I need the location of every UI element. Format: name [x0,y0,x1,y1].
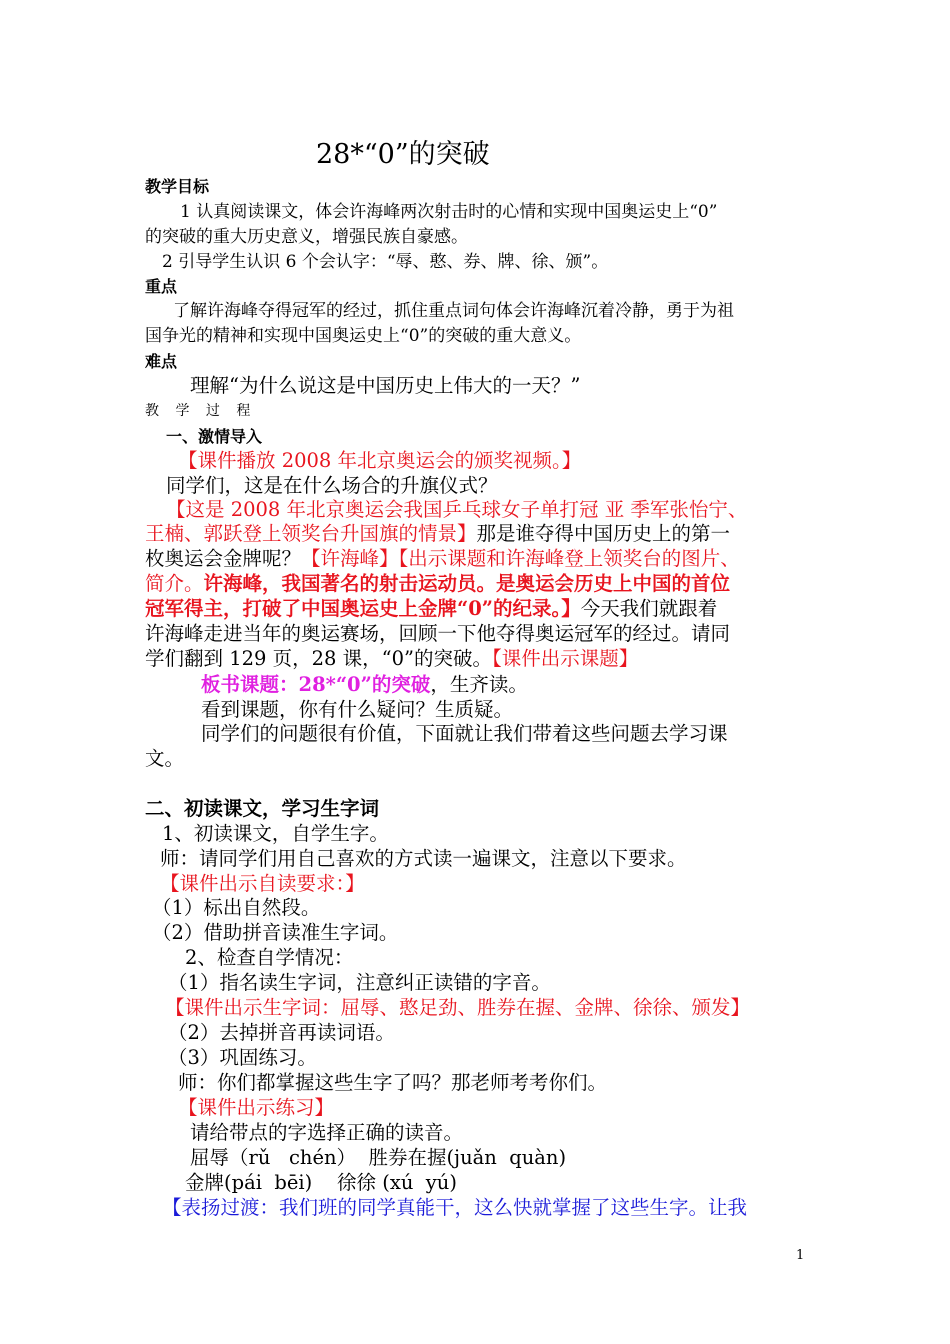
requirement-1: （1）标出自然段。 [152,896,321,919]
paragraph-line-2 [145,522,810,545]
pinyin-line-1: 屈辱（rǔ chén） 胜券在握(juǎn quàn) [190,1146,567,1169]
page-number: 1 [796,1248,805,1263]
praise-transition: 【表扬过渡：我们班的同学真能干，这么快就掌握了这些生字。让我 [162,1196,748,1219]
board-title: 板书课题：28*“0”的突破 [201,673,431,696]
paragraph-line-5-black: 今天我们就跟着 [580,597,718,620]
paragraph-line-7-red: 【课件出示课题】 [491,647,639,670]
teacher-instruction: 师：请同学们用自己喜欢的方式读一遍课文，注意以下要求。 [160,847,687,870]
cue-video: 【课件播放 2008 年北京奥运会的颁奖视频。】 [178,449,582,472]
paragraph-line-1: 【这是 2008 年北京奥运会我国乒乓球女子单打冠 亚 季军张怡宁、 [166,498,748,521]
paragraph-line-4-bold: 许海峰，我国著名的射击运动员。是奥运会历史上中国的首位 [203,572,731,595]
paragraph-line-2-red: 王楠、郭跃登上领奖台升国旗的情景】 [145,522,477,545]
difficulty-heading: 难点 [145,352,178,371]
paragraph-line-5-bold: 冠军得主，打破了中国奥运史上金牌“0”的纪录。】 [145,597,581,620]
check-3: （3）巩固练习。 [168,1046,317,1069]
practice-instruction: 请给带点的字选择正确的读音。 [190,1121,464,1144]
section-2-heading: 二、初读课文，学习生字词 [145,797,380,820]
paragraph-line-7 [145,647,810,670]
step-2: 2、检查自学情况： [185,946,354,969]
paragraph-line-4-red: 简介。 [145,572,204,595]
paragraph-line-2-black: 那是谁夺得中国历史上的第一 [476,522,731,545]
goal-item-1-line-2: 的突破的重大历史意义，增强民族自豪感。 [145,227,468,247]
step-1: 1、初读课文，自学生字。 [162,822,389,845]
key-line-2: 国争光的精神和实现中国奥运史上“0”的突破的重大意义。 [145,326,582,346]
paragraph-line-3-black: 枚奥运会金牌呢？ [145,547,302,570]
check-1: （1）指名读生字词，注意纠正读错的字音。 [168,971,551,994]
cue-new-words: 【课件出示生字词：屈辱、憨足劲、胜券在握、金牌、徐徐、颁发】 [165,996,751,1019]
goal-item-1-line-1: 1 认真阅读课文，体会许海峰两次射击时的心情和实现中国奥运史上“0” [180,202,718,222]
paragraph-line-5 [145,597,810,620]
pinyin-line-2: 金牌(pái bēi) 徐徐 (xú yú) [185,1171,457,1194]
process-heading: 教 学 过 程 [145,403,257,419]
paragraph-line-3-red: 【许海峰】【出示课题和许海峰登上领奖台的图片、 [301,547,740,570]
teacher-test: 师：你们都掌握这些生字了吗？那老师考考你们。 [178,1071,608,1094]
transition-line-2: 文。 [145,747,185,770]
requirement-2: （2）借助拼音读准生字词。 [152,921,399,944]
board-title-suffix: ，生齐读。 [430,673,528,696]
transition-line-1: 同学们的问题很有价值，下面就让我们带着这些问题去学习课 [201,722,728,745]
page-title: 28*“0”的突破 [316,139,490,170]
board-title-line [201,673,866,696]
paragraph-line-7-black: 学们翻到 129 页，28 课，“0”的突破。 [145,647,492,670]
key-heading: 重点 [145,277,178,296]
paragraph-line-3 [145,547,810,570]
difficulty-text: 理解“为什么说这是中国历史上伟大的一天？” [190,374,581,397]
question-ceremony: 同学们，这是在什么场合的升旗仪式？ [166,474,498,497]
goals-heading: 教学目标 [145,177,210,196]
check-2: （2）去掉拼音再读词语。 [168,1021,395,1044]
cue-self-reading: 【课件出示自读要求：】 [160,872,365,895]
section-1-heading: 一、激情导入 [166,427,263,446]
question-doubts: 看到课题，你有什么疑问？生质疑。 [201,698,514,721]
key-line-1: 了解许海峰夺得冠军的经过，抓住重点词句体会许海峰沉着冷静，勇于为祖 [173,301,734,321]
paragraph-line-4 [145,572,810,595]
paragraph-line-6: 许海峰走进当年的奥运赛场，回顾一下他夺得奥运冠军的经过。请同 [145,622,731,645]
goal-item-2: 2 引导学生认识 6 个会认字：“辱、憨、券、牌、徐、颁”。 [162,252,609,272]
cue-practice: 【课件出示练习】 [178,1096,335,1119]
